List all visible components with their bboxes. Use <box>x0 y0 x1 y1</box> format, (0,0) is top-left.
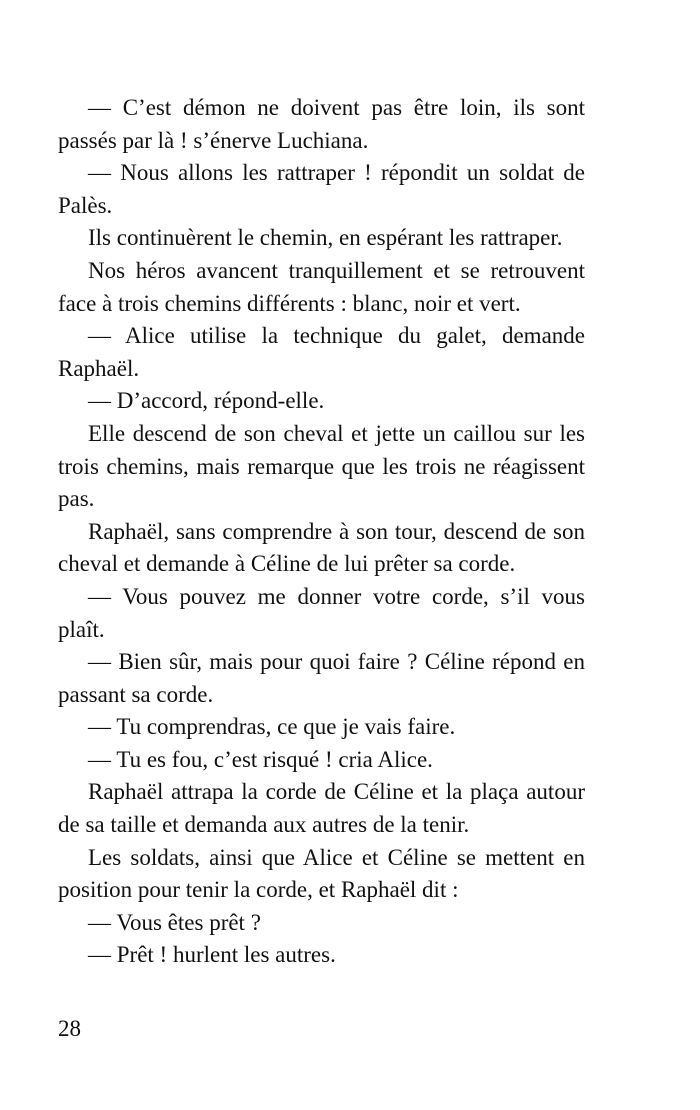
paragraph: Nos héros avancent tranquillement et se retrouvent face à trois chemins différents : blanc, noir et vert. <box>58 257 585 316</box>
paragraph: — Alice utilise la technique du galet, demande Raphaël. <box>58 323 585 381</box>
body-text <box>58 92 585 972</box>
paragraph: — Vous pouvez me donner votre corde, s’il vous plaît. <box>58 583 585 642</box>
paragraph: — Prêt ! hurlent les autres. <box>88 942 336 968</box>
paragraph: — Bien sûr, mais pour quoi faire ? Céline répond en passant sa corde. <box>58 649 585 707</box>
paragraph: — Tu comprendras, ce que je vais faire. <box>88 714 456 740</box>
paragraph: — Tu es fou, c’est risqué ! cria Alice. <box>88 746 433 772</box>
paragraph: — Vous êtes prêt ? <box>88 909 261 935</box>
paragraph: Raphaël, sans comprendre à son tour, descend de son cheval et demande à Céline de lui prêter sa corde. <box>58 518 585 577</box>
paragraph: Les soldats, ainsi que Alice et Céline se mettent en position pour tenir la corde, et Raphaël dit : <box>58 844 585 903</box>
paragraph: — D’accord, répond-elle. <box>88 388 325 414</box>
paragraph: — Nous allons les rattraper ! répondit un soldat de Palès. <box>58 160 585 218</box>
paragraph: Elle descend de son cheval et jette un caillou sur les trois chemins, mais remarque que les trois ne réagissent pas. <box>58 420 585 512</box>
page-number: 28 <box>58 1016 81 1041</box>
paragraph: Raphaël attrapa la corde de Céline et la plaça autour de sa taille et demanda aux autres de la tenir. <box>58 779 585 838</box>
paragraph: — C’est démon ne doivent pas être loin, ils sont passés par là ! s’énerve Luchiana. <box>58 95 585 153</box>
paragraph: Ils continuèrent le chemin, en espérant les rattraper. <box>88 225 563 251</box>
